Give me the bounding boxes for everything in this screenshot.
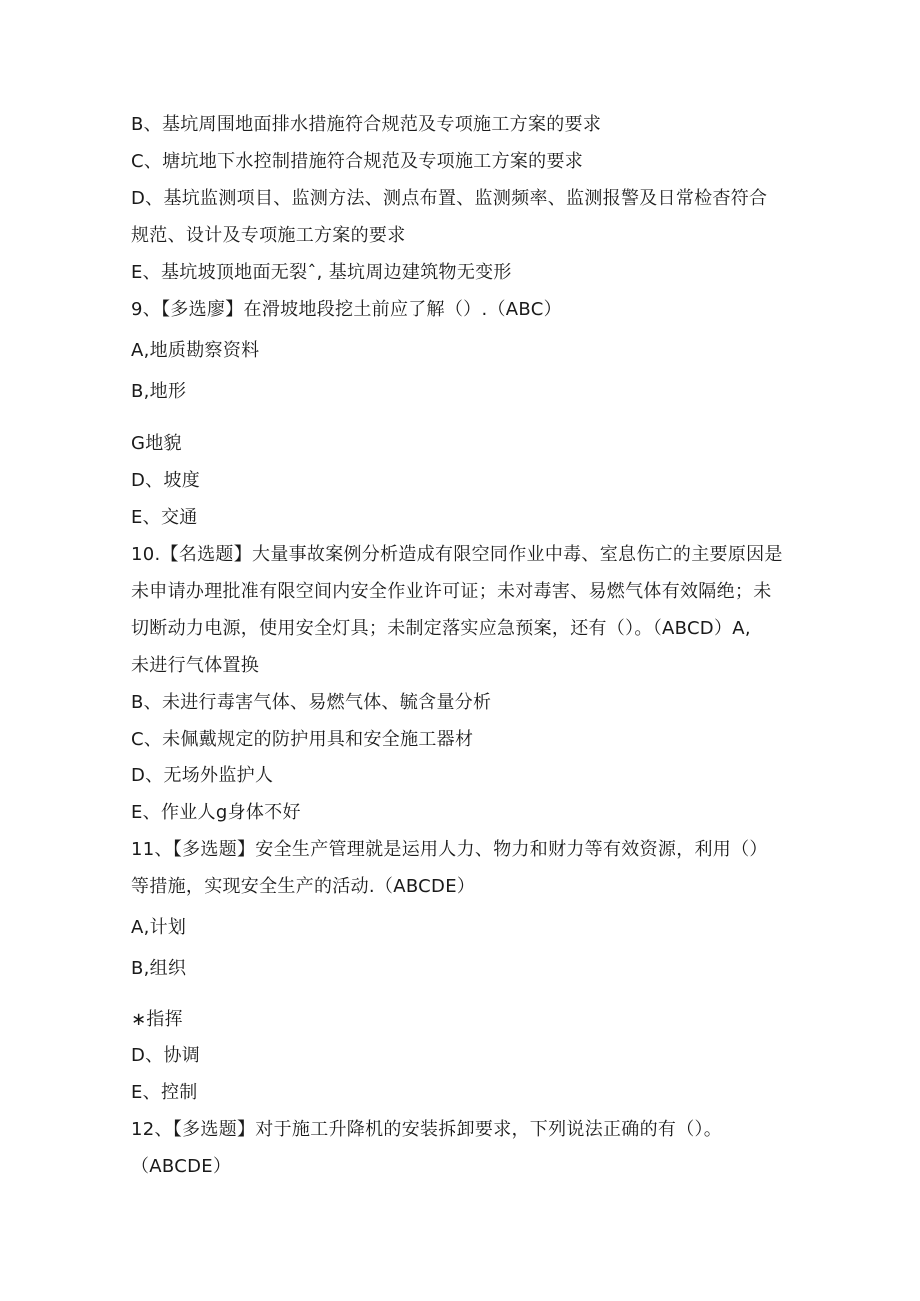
q10-option-d: D、无场外监护人 (131, 765, 274, 786)
q9-option-a: A,地质勘察资料 (131, 340, 260, 361)
option-d-monitoring: D、基坑监测项目、监测方法、测点布置、监测频率、监测报警及日常检杳符合 (131, 188, 768, 209)
q11-option-c: ∗指挥 (131, 1009, 183, 1030)
q10-option-b: B、未进行毒害气体、易燃气体、毓含量分析 (131, 692, 492, 713)
question-10: 10.【名选题】大量事故案例分析造成有限空同作业中毒、室息伤亡的主要原因是 (131, 544, 783, 565)
q9-option-e: E、交通 (131, 507, 198, 528)
q10-option-e: E、作业人g身体不好 (131, 802, 301, 823)
question-9: 9、【多选廖】在滑坡地段挖土前应了解（）.（ABC） (131, 299, 562, 320)
q9-option-d: D、坡度 (131, 470, 201, 491)
q9-option-b: B,地形 (131, 381, 187, 402)
option-e-slope-top: E、基坑坡顶地面无裂ˆ, 基坑周边建筑物无变形 (131, 262, 512, 283)
q10-option-a: 未进行气体置换 (131, 655, 260, 676)
option-d-monitoring-cont: 规范、设计及专项施工方案的要求 (131, 225, 406, 246)
q9-option-c: G地貌 (131, 433, 182, 454)
option-c-groundwater: C、塘坑地下水控制措施符合规范及专项施工方案的要求 (131, 151, 584, 172)
option-b-drainage: B、基坑周围地面排水措施符合规范及专项施工方案的要求 (131, 114, 602, 135)
q10-option-c: C、未佩戴规定的防护用具和安全施工器材 (131, 729, 474, 750)
question-11: 11、【多选题】安全生产管理就是运用人力、物力和财力等有效资源，利用（） (131, 839, 768, 860)
question-10-cont-2: 切断动力电源，使用安全灯具；未制定落实应急预案，还有（）。（ABCD）A, (131, 618, 751, 639)
question-12-answer: （ABCDE） (131, 1156, 232, 1177)
question-10-cont-1: 未申请办理批准有限空间内安全作业许可证；未对毒害、易燃气体有效隔绝；未 (131, 581, 772, 602)
q11-option-d: D、协调 (131, 1045, 201, 1066)
question-12: 12、【多选题】对于施工升降机的安装拆卸要求，下列说法正确的有（）。 (131, 1119, 723, 1140)
q11-option-e: E、控制 (131, 1082, 198, 1103)
question-11-cont: 等措施，实现安全生产的活动.（ABCDE） (131, 876, 476, 897)
q11-option-b: B,组织 (131, 958, 187, 979)
q11-option-a: A,计划 (131, 917, 187, 938)
